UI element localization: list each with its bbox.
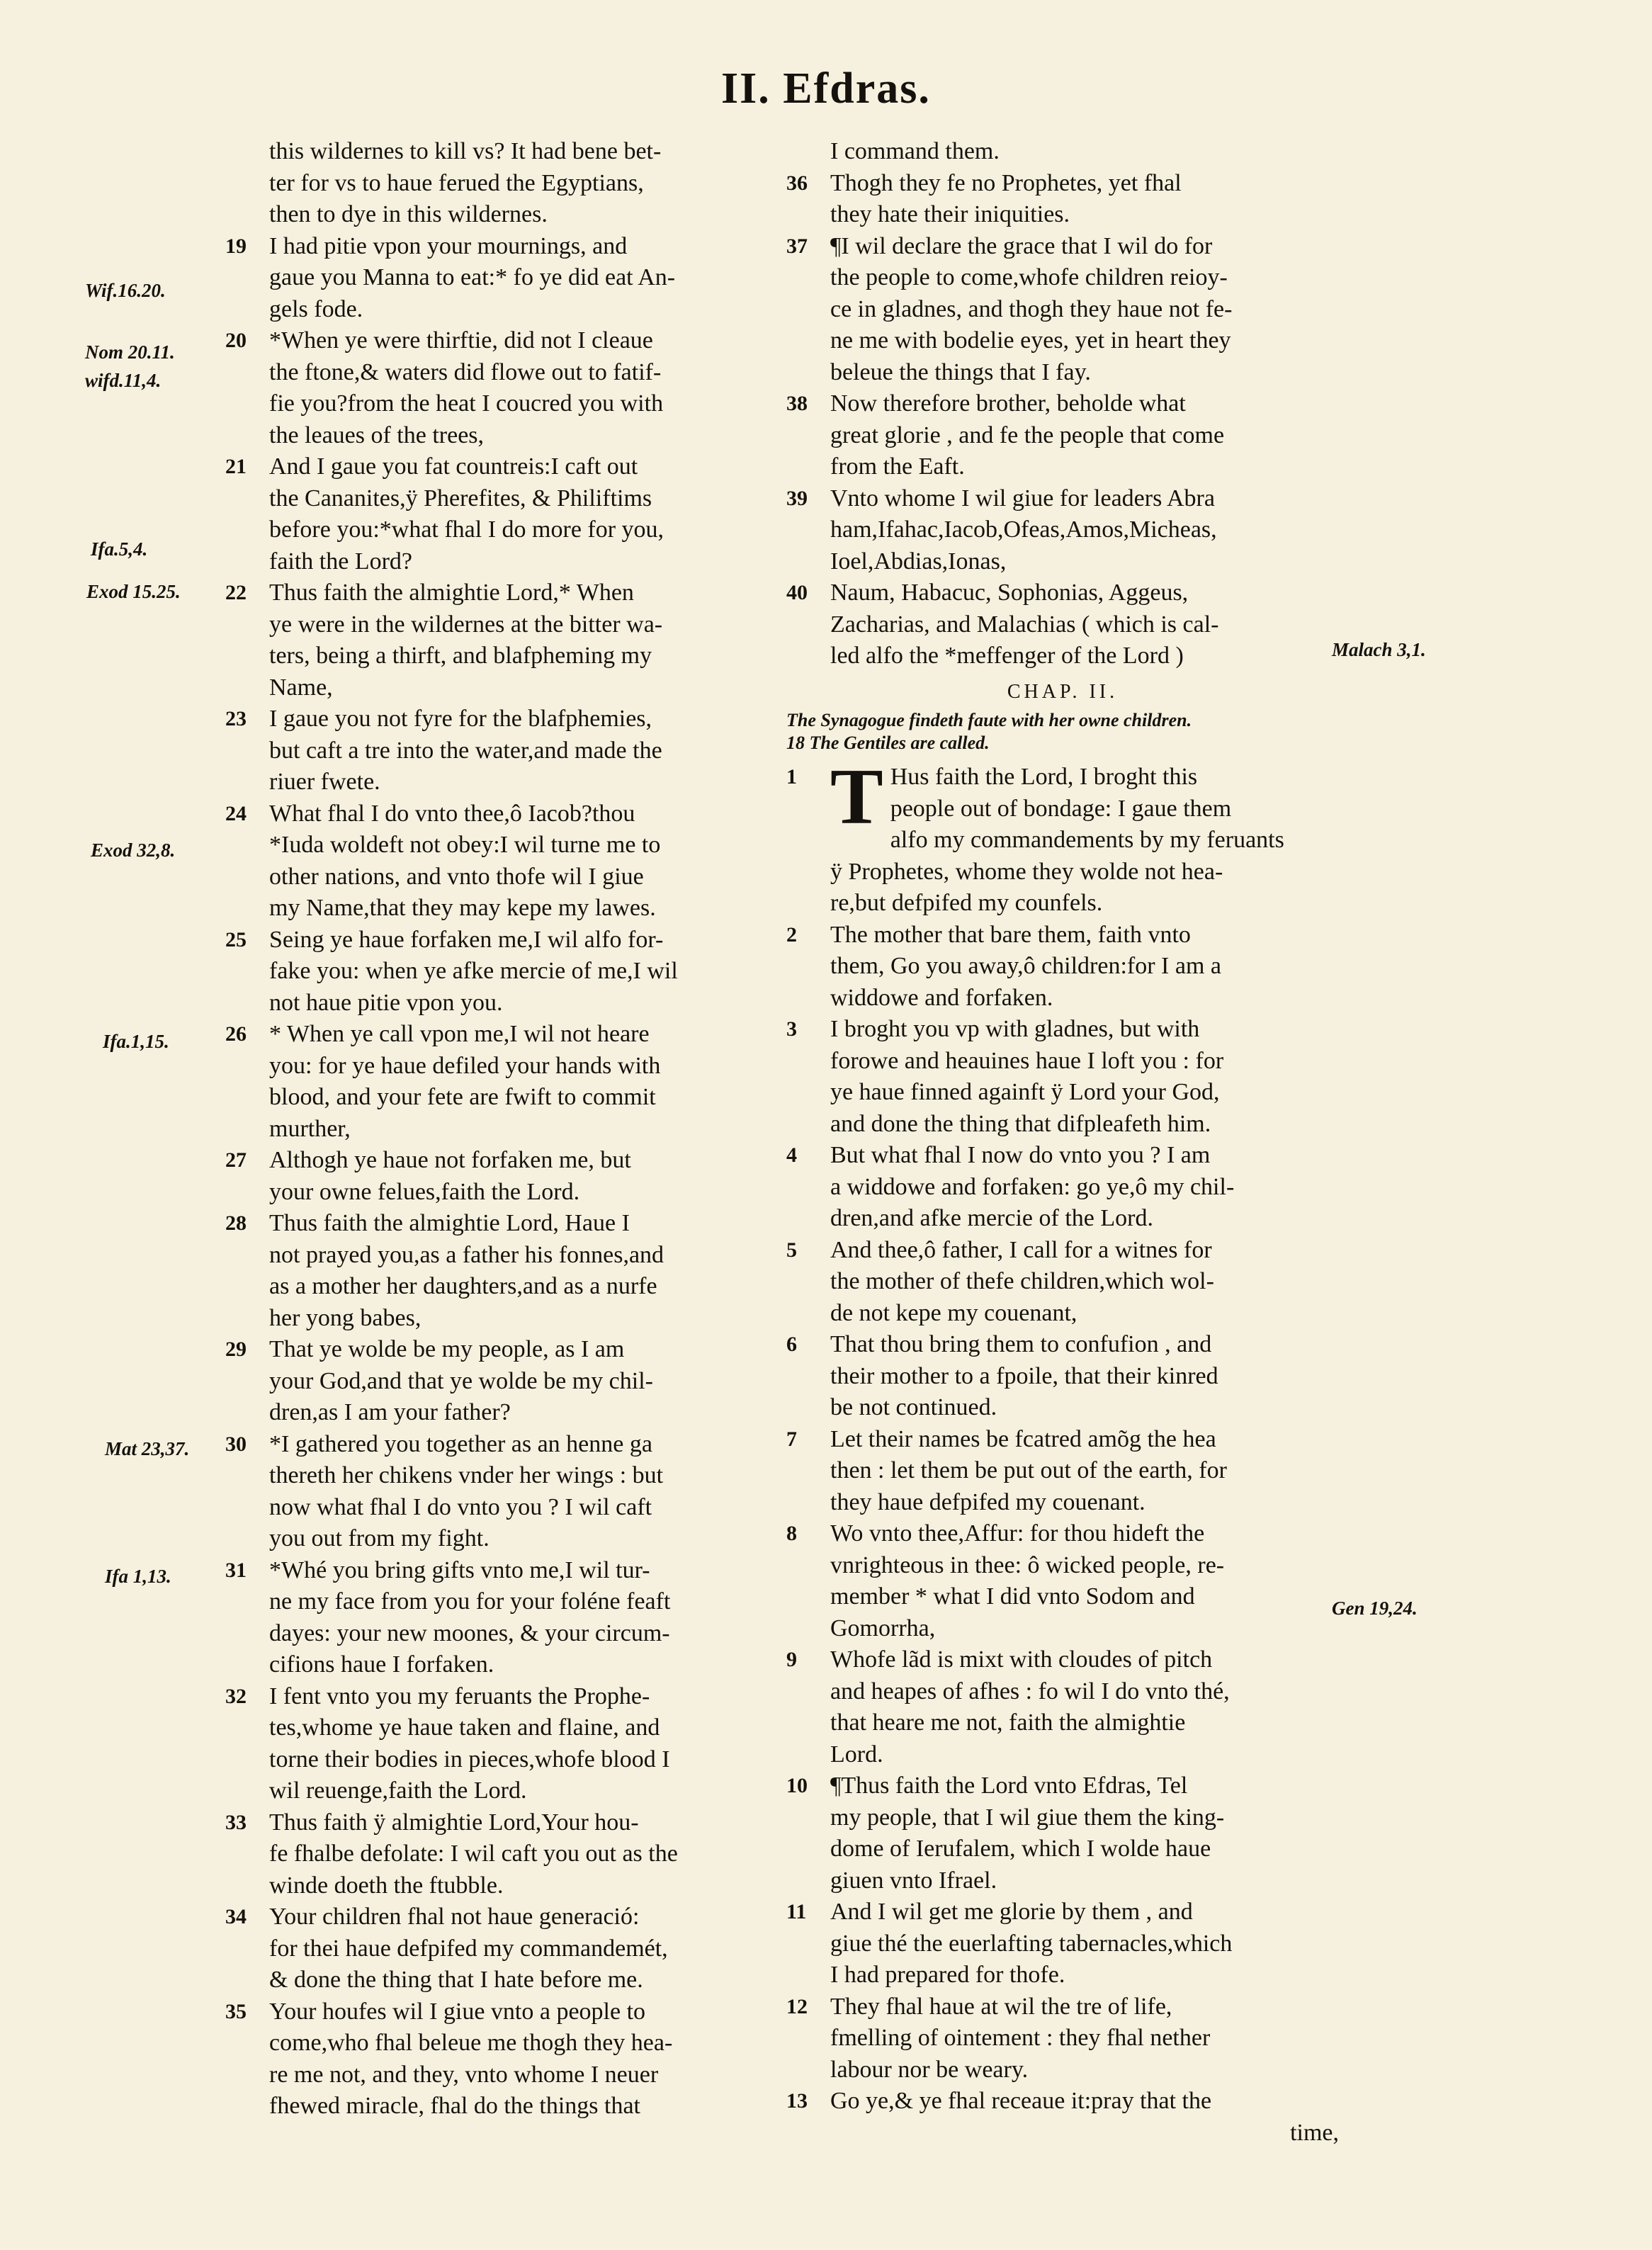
text-line: giue thé the euerlafting tabernacles,which — [830, 1930, 1233, 1957]
chapter-summary-line: 18 The Gentiles are called. — [786, 733, 990, 753]
verse — [225, 577, 774, 703]
margin-note: Gen 19,24. — [1332, 1598, 1418, 1619]
text-line: Your children fhal not haue generació: — [269, 1904, 640, 1930]
text-line: re me not, and they, vnto whome I neuer — [269, 2061, 659, 2088]
text-line: be not continued. — [830, 1394, 997, 1420]
verse — [225, 231, 774, 326]
text-line: I had pitie vpon your mournings, and — [269, 232, 628, 259]
text-line: Thus faith the almightie Lord, Haue I — [269, 1210, 630, 1236]
text-line: Gomorrha, — [830, 1615, 936, 1641]
text-line: *Whé you bring gifts vnto me,I wil tur- — [269, 1556, 650, 1583]
text-line: that heare me not, faith the almightie — [830, 1709, 1186, 1736]
verse-number: 39 — [786, 486, 808, 510]
text-line: ¶I wil declare the grace that I wil do for — [830, 232, 1213, 259]
text-line: And I gaue you fat countreis:I caft out — [269, 453, 638, 480]
text-line: then : let them be put out of the earth, for — [830, 1457, 1227, 1483]
verse-number: 13 — [786, 2089, 808, 2113]
text-line: torne their bodies in pieces,whofe blood I — [269, 1746, 670, 1773]
text-line: the people to come,whofe children reioy- — [830, 264, 1228, 290]
catchword: time, — [1290, 2119, 1339, 2146]
text-line: & done the thing that I hate before me. — [269, 1967, 643, 1993]
verse — [225, 925, 774, 1019]
text-line: ye haue finned againft ÿ Lord your God, — [830, 1079, 1220, 1105]
verse-number: 3 — [786, 1017, 797, 1041]
verse-number: 12 — [786, 1994, 808, 2018]
verse — [225, 1681, 774, 1807]
verse-number: 28 — [225, 1211, 247, 1235]
margin-note: Ifa.1,15. — [103, 1031, 169, 1052]
verse-text — [830, 753, 1339, 920]
text-line: dren,and afke mercie of the Lord. — [830, 1205, 1153, 1231]
right-column-verses-top — [786, 136, 1339, 672]
text-line: What fhal I do vnto thee,ô Iacob?thou — [269, 800, 635, 827]
verse — [225, 1807, 774, 1902]
verse — [786, 168, 1339, 231]
text-line: and done the thing that difpleafeth him. — [830, 1110, 1211, 1137]
text-line: not haue pitie vpon you. — [269, 989, 503, 1016]
text-line: people out of bondage: I gaue them — [890, 795, 1232, 822]
text-line: ÿ Prophetes, whome they wolde not hea- — [830, 858, 1223, 885]
text-line: tes,whome ye haue taken and flaine, and — [269, 1714, 660, 1741]
text-line: Thogh they fe no Prophetes, yet fhal — [830, 169, 1182, 196]
verse — [225, 1996, 774, 2122]
verse-number: 1 — [786, 765, 797, 788]
chapter-summary — [786, 709, 1339, 754]
verse-number: 33 — [225, 1810, 247, 1834]
text-line: forowe and heauines haue I loft you : for — [830, 1047, 1224, 1074]
verse-number: 22 — [225, 581, 247, 604]
drop-capital: T — [830, 753, 883, 841]
text-line: Thus faith the almightie Lord,* When — [269, 580, 634, 606]
verse — [786, 1770, 1339, 1896]
text-line: wil reuenge,faith the Lord. — [269, 1777, 527, 1804]
verse — [225, 1334, 774, 1429]
text-line: vnrighteous in thee: ô wicked people, re- — [830, 1551, 1225, 1578]
text-line: dayes: your new moones, & your circum- — [269, 1619, 670, 1646]
text-line: gels fode. — [269, 295, 363, 322]
margin-note: Exod 15.25. — [86, 581, 181, 602]
text-line: Zacharias, and Malachias ( which is cal- — [830, 611, 1219, 638]
text-line: them, Go you away,ô children:for I am a — [830, 953, 1222, 979]
text-line: alfo my commandements by my feruants — [890, 827, 1284, 853]
verse-number: 35 — [225, 1999, 247, 2023]
text-line: from the Eaft. — [830, 453, 965, 480]
text-line: the Cananites,ÿ Pherefites, & Philiftims — [269, 485, 652, 511]
text-line: Thus faith ÿ almightie Lord,Your hou- — [269, 1809, 639, 1836]
verse-number: 36 — [786, 171, 808, 195]
verse-number: 23 — [225, 707, 247, 730]
text-line: Hus faith the Lord, I broght this — [890, 764, 1198, 790]
verse — [786, 1896, 1339, 1991]
verse-number: 26 — [225, 1022, 247, 1046]
verse-number: 20 — [225, 329, 247, 352]
verse-number: 27 — [225, 1148, 247, 1172]
text-line: That ye wolde be my people, as I am — [269, 1336, 625, 1362]
chapter-summary-line: The Synagogue findeth faute with her owne children. — [786, 710, 1192, 730]
text-line: dome of Ierufalem, which I wolde haue — [830, 1836, 1211, 1862]
text-line: Wo vnto thee,Affur: for thou hideft the — [830, 1520, 1205, 1547]
verse-number: 30 — [225, 1432, 247, 1456]
text-line: you: for ye haue defiled your hands with — [269, 1052, 661, 1079]
text-line: The mother that bare them, faith vnto — [830, 921, 1191, 948]
text-line: ¶Thus faith the Lord vnto Efdras, Tel — [830, 1773, 1188, 1799]
verse — [786, 577, 1339, 672]
left-column — [225, 136, 774, 2122]
text-line: de not kepe my couenant, — [830, 1299, 1077, 1326]
text-line: * When ye call vpon me,I wil not heare — [269, 1021, 650, 1047]
text-line: then to dye in this wildernes. — [269, 201, 548, 227]
text-line: my Name,that they may kepe my lawes. — [269, 895, 656, 921]
text-line: Seing ye haue forfaken me,I wil alfo for- — [269, 926, 664, 953]
right-column — [786, 136, 1339, 2149]
verse — [225, 325, 774, 451]
text-line: you out from my fight. — [269, 1525, 490, 1551]
margin-note: Wif.16.20. — [85, 280, 166, 301]
text-line: ce in gladnes, and thogh they haue not fe- — [830, 295, 1233, 322]
text-line: And I wil get me glorie by them , and — [830, 1899, 1193, 1925]
text-line: *When ye were thirftie, did not I cleaue — [269, 327, 653, 354]
text-line: Go ye,& ye fhal receaue it:pray that the — [830, 2088, 1212, 2114]
verse-number: 37 — [786, 234, 808, 258]
margin-note: Ifa 1,13. — [105, 1566, 171, 1587]
text-line: they haue defpifed my couenant. — [830, 1488, 1145, 1515]
verse — [786, 483, 1339, 578]
verse — [225, 1208, 774, 1334]
text-line: the mother of thefe children,which wol- — [830, 1268, 1214, 1294]
verse — [786, 920, 1339, 1014]
text-line: the ftone,& waters did flowe out to fatif- — [269, 358, 662, 385]
right-column-verses-bottom — [786, 920, 1339, 2118]
text-line: led alfo the *meffenger of the Lord ) — [830, 643, 1184, 669]
verse — [786, 1644, 1339, 1770]
verse-number: 38 — [786, 392, 808, 415]
verse — [786, 1991, 1339, 2086]
text-line: Whofe lãd is mixt with cloudes of pitch — [830, 1646, 1213, 1673]
text-line: as a mother her daughters,and as a nurfe — [269, 1273, 657, 1299]
verse-number: 9 — [786, 1648, 797, 1671]
margin-note: wifd.11,4. — [85, 370, 162, 391]
text-line: before you:*what fhal I do more for you, — [269, 516, 664, 543]
page-title: II. Efdras. — [721, 64, 931, 113]
verse — [225, 1901, 774, 1996]
text-line: re,but defpifed my counfels. — [830, 890, 1103, 916]
text-line: fake you: when ye afke mercie of me,I wil — [269, 958, 678, 984]
verse — [225, 1555, 774, 1681]
verse-number: 24 — [225, 801, 247, 825]
verse — [225, 1145, 774, 1208]
verse — [225, 1019, 774, 1145]
text-line: their mother to a fpoile, that their kinred — [830, 1362, 1218, 1389]
margin-note: Exod 32,8. — [91, 839, 176, 861]
text-line: my people, that I wil giue them the king- — [830, 1804, 1225, 1831]
text-line: ters, being a thirft, and blafpheming my — [269, 643, 652, 669]
verse — [786, 2086, 1339, 2118]
text-line: *Iuda woldeft not obey:I wil turne me to — [269, 832, 661, 858]
text-line: Let their names be fcatred amõg the hea — [830, 1425, 1216, 1452]
verse — [225, 1429, 774, 1555]
verse-number: 32 — [225, 1684, 247, 1708]
text-line: for thei haue defpifed my commandemét, — [269, 1935, 668, 1962]
text-line: blood, and your fete are fwift to commit — [269, 1084, 656, 1110]
text-line: this wildernes to kill vs? It had bene bet- — [269, 138, 662, 164]
margin-note: Nom 20.11. — [85, 341, 175, 363]
text-line: labour nor be weary. — [830, 2056, 1029, 2083]
text-line: gaue you Manna to eat:* fo ye did eat An- — [269, 264, 676, 290]
verse — [786, 231, 1339, 389]
verse-number: 31 — [225, 1558, 247, 1582]
text-line: and heapes of afhes : fo wil I do vnto thé, — [830, 1678, 1230, 1705]
verse — [786, 1014, 1339, 1140]
text-line: ter for vs to haue ferued the Egyptians, — [269, 169, 644, 196]
verse-number: 8 — [786, 1522, 797, 1545]
text-line: thereth her chikens vnder her wings : but — [269, 1462, 664, 1488]
verse-number: 2 — [786, 922, 797, 946]
verse — [225, 136, 774, 231]
verse-number: 10 — [786, 1774, 808, 1797]
text-line: beleue the things that I fay. — [830, 358, 1091, 385]
text-line: her yong babes, — [269, 1304, 422, 1331]
text-line: I broght you vp with gladnes, but with — [830, 1016, 1200, 1042]
verse-number: 21 — [225, 455, 247, 478]
text-line: not prayed you,as a father his fonnes,and — [269, 1241, 664, 1268]
verse — [786, 1329, 1339, 1424]
text-line: I fent vnto you my feruants the Prophe- — [269, 1683, 650, 1709]
verse — [225, 703, 774, 798]
verse-number: 29 — [225, 1338, 247, 1361]
text-line: Name, — [269, 674, 333, 701]
text-line: come,who fhal beleue me thogh they hea- — [269, 2030, 673, 2056]
text-line: ne my face from you for your foléne feaft — [269, 1588, 671, 1615]
text-line: They fhal haue at wil the tre of life, — [830, 1993, 1172, 2020]
verse-number: 40 — [786, 581, 808, 604]
text-line: Ioel,Abdias,Ionas, — [830, 548, 1007, 575]
text-line: other nations, and vnto thofe wil I giue — [269, 863, 644, 890]
text-line: faith the Lord? — [269, 548, 413, 575]
text-line: fmelling of ointement : they fhal nether — [830, 2025, 1211, 2051]
text-line: winde doeth the ftubble. — [269, 1872, 504, 1899]
verse — [786, 1140, 1339, 1235]
text-line: ne me with bodelie eyes, yet in heart they — [830, 327, 1231, 354]
text-line: I gaue you not fyre for the blafphemies, — [269, 706, 652, 732]
verse — [786, 1235, 1339, 1330]
text-line: but caft a tre into the water,and made the — [269, 737, 662, 764]
text-line: ham,Ifahac,Iacob,Ofeas,Amos,Micheas, — [830, 516, 1217, 543]
verse-number: 7 — [786, 1427, 797, 1451]
verse-number: 6 — [786, 1333, 797, 1356]
verse — [786, 1424, 1339, 1519]
text-line: Your houfes wil I giue vnto a people to — [269, 1998, 646, 2025]
text-line: *I gathered you together as an henne ga — [269, 1430, 652, 1457]
text-line: now what fhal I do vnto you ? I wil caft — [269, 1493, 652, 1520]
text-line: dren,as I am your father? — [269, 1399, 511, 1425]
text-line: But what fhal I now do vnto you ? I am — [830, 1142, 1211, 1168]
text-line: Now therefore brother, beholde what — [830, 390, 1186, 417]
verse — [786, 1518, 1339, 1644]
margin-note: Malach 3,1. — [1332, 639, 1426, 660]
text-line: fe fhalbe defolate: I wil caft you out as the — [269, 1841, 678, 1867]
text-line: Vnto whome I wil giue for leaders Abra — [830, 485, 1215, 511]
text-line: giuen vnto Ifrael. — [830, 1867, 997, 1894]
verse — [786, 388, 1339, 483]
text-line: member * what I did vnto Sodom and — [830, 1583, 1195, 1610]
text-line: And thee,ô father, I call for a witnes for — [830, 1236, 1212, 1263]
verse — [786, 136, 1339, 168]
verse — [225, 451, 774, 577]
text-line: your God,and that ye wolde be my chil- — [269, 1367, 653, 1394]
text-line: murther, — [269, 1115, 351, 1142]
verse-number: 19 — [225, 234, 247, 258]
text-line: widdowe and forfaken. — [830, 984, 1053, 1011]
text-line: fhewed miracle, fhal do the things that — [269, 2093, 640, 2119]
verse-number: 5 — [786, 1238, 797, 1262]
margin-note: Mat 23,37. — [105, 1438, 190, 1459]
text-line: they hate their iniquities. — [830, 201, 1070, 227]
chapter-heading: CHAP. II. — [1007, 680, 1119, 703]
text-line: Lord. — [830, 1741, 883, 1768]
text-line: riuer fwete. — [269, 769, 380, 795]
text-line: ye were in the wildernes at the bitter wa- — [269, 611, 663, 638]
text-line: I had prepared for thofe. — [830, 1962, 1065, 1988]
text-line: fie you?from the heat I coucred you with — [269, 390, 664, 417]
text-line: great glorie , and fe the people that come — [830, 422, 1225, 448]
verse-number: 25 — [225, 927, 247, 951]
verse — [786, 753, 1339, 920]
margin-note: Ifa.5,4. — [91, 538, 148, 560]
text-line: the leaues of the trees, — [269, 422, 485, 448]
verse — [225, 798, 774, 925]
text-line: cifions haue I forfaken. — [269, 1651, 494, 1678]
text-line: That thou bring them to confufion , and — [830, 1331, 1212, 1357]
text-line: a widdowe and forfaken: go ye,ô my chil- — [830, 1173, 1235, 1200]
text-line: your owne felues,faith the Lord. — [269, 1178, 580, 1205]
verse-number: 11 — [786, 1900, 807, 1923]
verse-number: 4 — [786, 1143, 797, 1167]
text-line: Althogh ye haue not forfaken me, but — [269, 1147, 631, 1173]
verse-number: 34 — [225, 1905, 247, 1928]
text-line: Naum, Habacuc, Sophonias, Aggeus, — [830, 580, 1189, 606]
text-line: I command them. — [830, 138, 1000, 164]
